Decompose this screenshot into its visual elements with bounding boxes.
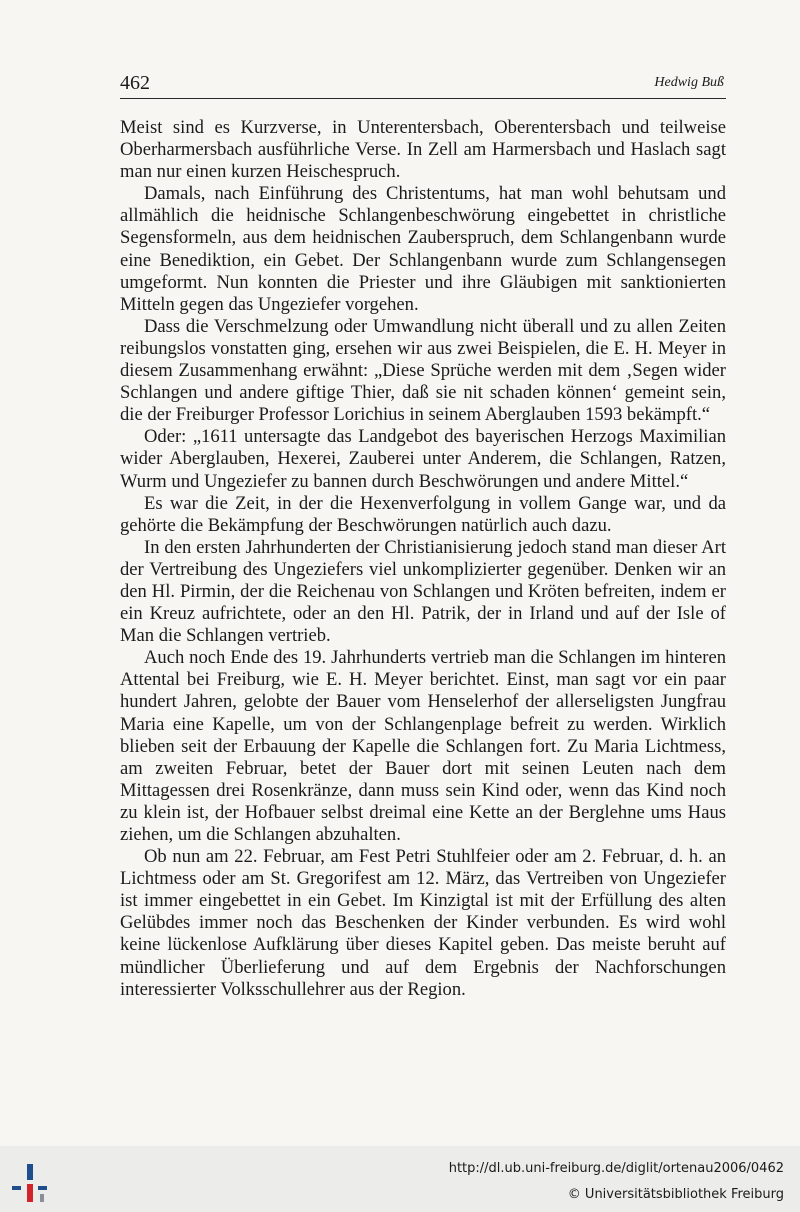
paragraph: Damals, nach Einführung des Christentums, hat man wohl behutsam und allmählich die heidnische Schlangenbeschwörung eingebettet in christliche Segensformeln, aus dem heidnischen Zauberspruch, dem Schlangenbann wurde eine Benediktion, ein Gebet. Der Schlangenbann wurde zum Schlangensegen umgeformt. Nun konnten die Priester und ihre Gläubigen mit sanktionierten Mitteln gegen das Ungeziefer vorgehen. bbox=[120, 183, 726, 315]
source-url: http://dl.ub.uni-freiburg.de/diglit/ortenau2006/0462 bbox=[448, 1161, 784, 1176]
paragraph: Es war die Zeit, in der die Hexenverfolgung in vollem Gange war, und da gehörte die Bekämpfung der Beschwörungen natürlich auch dazu. bbox=[120, 492, 726, 536]
viewer-footer bbox=[0, 1146, 800, 1212]
logo-dash-left bbox=[12, 1186, 21, 1190]
paragraph: In den ersten Jahrhunderten der Christianisierung jedoch stand man dieser Art der Vertreibung des Ungeziefers viel unkomplizierter gegenüber. Denken wir an den Hl. Pirmin, der die Reichenau von Schlangen und Kröten befreiten, indem er ein Kreuz aufrichtete, oder an den Hl. Patrik, der in Irland und auf der Isle of Man die Schlangen vertrieb. bbox=[120, 536, 726, 647]
logo-bar-red bbox=[27, 1184, 33, 1202]
paragraph: Auch noch Ende des 19. Jahrhunderts vertrieb man die Schlangen im hinteren Attental bei Freiburg, wie E. H. Meyer berichtet. Einst, man sagt vor ein paar hundert Jahren, gelobte der Bauer vom Henselerhof der allerseligsten Jungfrau Maria eine Kapelle, um von der Schlangenplage befreit zu werden. Wirklich blieben seit der Erbauung der Kapelle die Schlangen fort. Zu Maria Lichtmess, am zweiten Februar, betet der Bauer dort mit seinen Leuten nach dem Mittagessen drei Rosenkränze, dann muss sein Kind oder, wenn das Kind noch zu klein ist, der Hofbauer selbst dreimal eine Kette an der Berglehne ums Haus ziehen, um die Schlangen abzuhalten. bbox=[120, 647, 726, 845]
paragraph: Ob nun am 22. Februar, am Fest Petri Stuhlfeier oder am 2. Februar, d. h. an Lichtmess oder am St. Gregorifest am 12. März, das Vertreiben von Ungeziefer ist immer eingebettet in ein Gebet. Im Kinzigtal ist mit der Erfüllung des alten Gelübdes immer noch das Beschenken der Kinder verbunden. Es wird wohl keine lückenlose Aufklärung über dieses Kapitel geben. Das meiste beruht auf mündlicher Überlieferung und auf dem Ergebnis der Nachforschungen interessierter Volksschullehrer aus der Region. bbox=[120, 846, 726, 1000]
logo-bar-gray bbox=[40, 1194, 44, 1202]
ub-freiburg-logo-icon bbox=[12, 1164, 52, 1202]
page-header bbox=[120, 72, 726, 99]
logo-dash-right bbox=[38, 1186, 47, 1190]
page-number: 462 bbox=[120, 72, 150, 94]
paragraph: Oder: „1611 untersagte das Landgebot des bayerischen Herzogs Maximilian wider Aberglauben, Hexerei, Zauberei unter Anderem, die Schlangen, Ratzen, Wurm und Ungeziefer zu bannen durch Beschwörungen und andere Mittel.“ bbox=[120, 426, 726, 492]
running-head-author: Hedwig Buß bbox=[654, 75, 724, 90]
copyright-notice: © Universitätsbibliothek Freiburg bbox=[567, 1187, 784, 1202]
paragraph: Dass die Verschmelzung oder Umwandlung nicht überall und zu allen Zeiten reibungslos vonstatten ging, ersehen wir aus zwei Beispielen, die E. H. Meyer in diesem Zusammenhang erwähnt: „Diese Sprüche werden mit dem ‚Segen wider Schlangen und andere giftige Thier, daß sie nit schaden können‘ gemeint sein, die der Freiburger Professor Lorichius in seinem Aberglauben 1593 bekämpft.“ bbox=[120, 315, 726, 426]
logo-bar-blue-top bbox=[27, 1164, 33, 1180]
paragraph: Meist sind es Kurzverse, in Unterentersbach, Oberentersbach und teilweise Oberharmersbach ausführliche Verse. In Zell am Harmersbach und Haslach sagt man nur einen kurzen Heischespruch. bbox=[120, 117, 726, 183]
body-text bbox=[120, 117, 726, 1001]
